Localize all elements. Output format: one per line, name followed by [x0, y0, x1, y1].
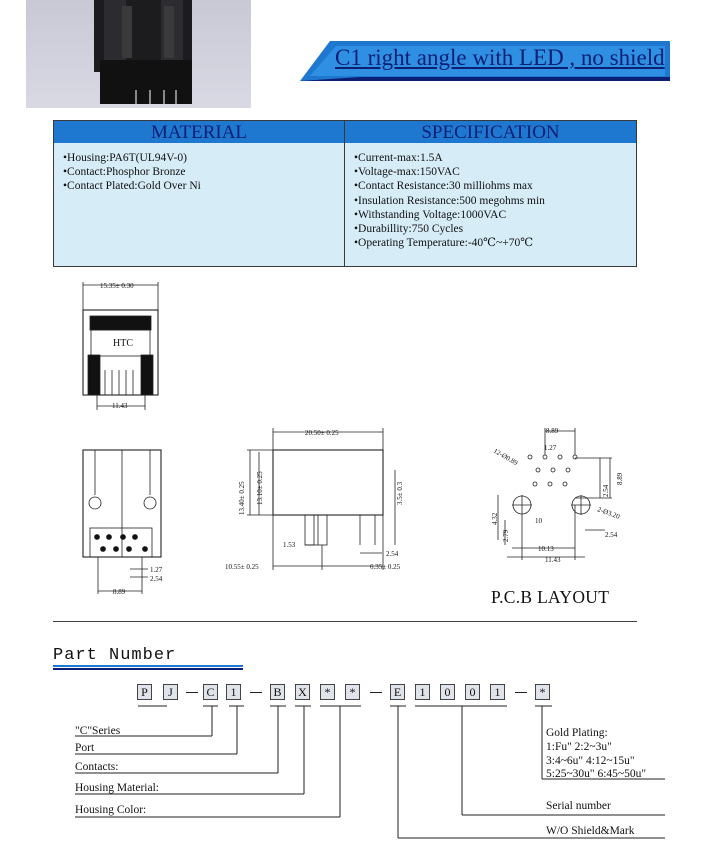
dim-pcb-10: 10	[535, 517, 542, 525]
pn-char-box: 1	[226, 684, 241, 700]
part-number-title: Part Number	[53, 646, 177, 665]
bottom-view	[83, 450, 161, 594]
material-item: • Contact:Phosphor Bronze	[63, 165, 201, 179]
label-serial-number: Serial number	[546, 800, 611, 812]
spec-item: • Insulation Resistance:500 megohms min	[354, 194, 545, 208]
dim-side-width: 20.50± 0.25	[305, 429, 339, 437]
dim-bottom-127: 1.27	[150, 566, 163, 574]
spec-item: • Current-max:1.5A	[354, 151, 545, 165]
dim-pcb-1143: 11.43	[545, 556, 561, 564]
dim-pcb-big: 2-Ø3.20	[596, 505, 621, 521]
pn-char-box: 1	[490, 684, 505, 700]
label-housing-color: Housing Color:	[75, 804, 147, 816]
title-underline	[53, 665, 243, 667]
label-housing-material: Housing Material:	[75, 782, 159, 794]
section-divider	[53, 621, 637, 622]
label-port: Port	[75, 742, 95, 754]
column-divider	[344, 121, 345, 266]
dim-side-pin: 3.5± 0.3	[396, 481, 404, 505]
label-gold-plating-title: Gold Plating:	[546, 727, 608, 739]
label-contacts: Contacts:	[75, 761, 119, 773]
title-underline	[53, 668, 243, 670]
pn-char-box: X	[295, 684, 310, 700]
pn-char-box: 0	[440, 684, 455, 700]
spec-table	[53, 120, 637, 267]
material-list	[63, 151, 201, 194]
spec-item: • Voltage-max:150VAC	[354, 165, 545, 179]
specification-list	[354, 151, 545, 250]
pn-char-box: *	[320, 684, 335, 700]
dim-side-254: 2.54	[386, 550, 399, 558]
specification-header: SPECIFICATION	[345, 121, 636, 143]
pn-char-box: B	[270, 684, 285, 700]
pn-char-box: C	[203, 684, 218, 700]
label-series: "C"Series	[75, 725, 121, 737]
dim-side-h1: 13.40± 0.25	[238, 481, 246, 515]
dim-side-h2: 13.10± 0.25	[256, 471, 264, 505]
pn-char-box: 1	[415, 684, 430, 700]
dim-side-635: 6.35± 0.25	[370, 563, 401, 571]
spec-item: • Durabillity:750 Cycles	[354, 222, 545, 236]
dim-front-width: 15.35± 0.30	[100, 282, 134, 290]
pcb-layout	[498, 428, 612, 560]
page-title: C1 right angle with LED , no shield	[335, 45, 665, 70]
material-item: • Housing:PA6T(UL94V-0)	[63, 151, 201, 165]
dim-side-153: 1.53	[283, 541, 296, 549]
product-photo	[26, 0, 251, 108]
material-item: • Contact Plated:Gold Over Ni	[63, 179, 201, 193]
dim-pcb-279: 2.79	[502, 529, 510, 542]
dim-front-pitch: 11.43	[112, 402, 128, 410]
dim-pcb-889: 8.89	[546, 427, 559, 435]
label-gold-plating-3: 5:25~30u" 6:45~50u"	[546, 768, 647, 780]
pn-char-box: P	[137, 684, 152, 700]
dim-bottom-889: 8.89	[113, 588, 126, 596]
pn-char-box: J	[163, 684, 178, 700]
pn-char-box: *	[345, 684, 360, 700]
label-gold-plating-1: 1:Fu" 2:2~3u"	[546, 741, 612, 753]
pn-dash	[515, 692, 527, 693]
side-view	[247, 428, 395, 570]
label-gold-plating-2: 3:4~6u" 4:12~15u"	[546, 755, 635, 767]
dim-pcb-254v: 2.54	[602, 484, 610, 497]
spec-item: • Operating Temperature:-40℃~+70℃	[354, 236, 545, 250]
dim-pcb-432: 4.32	[491, 512, 499, 525]
label-shield-mark: W/O Shield&Mark	[546, 825, 635, 837]
dim-bottom-254: 2.54	[150, 575, 163, 583]
dim-pcb-127: 1.27	[544, 444, 557, 452]
front-view	[83, 282, 158, 410]
connector-photo-illustration	[26, 0, 251, 108]
dim-pcb-254h: 2.54	[605, 531, 618, 539]
dim-pcb-889v: 8.89	[616, 472, 624, 485]
dim-pcb-holes: 12-Ø0.89	[492, 446, 520, 468]
pn-dash	[186, 692, 198, 693]
material-header: MATERIAL	[54, 121, 344, 143]
spec-item: • Contact Resistance:30 milliohms max	[354, 179, 545, 193]
pn-dash	[250, 692, 262, 693]
pn-char-box: E	[390, 684, 405, 700]
front-logo: HTC	[113, 338, 133, 349]
dim-pcb-1013: 10.13	[538, 545, 554, 553]
pn-char-box: 0	[465, 684, 480, 700]
spec-item: • Withstanding Voltage:1000VAC	[354, 208, 545, 222]
pcb-layout-label: P.C.B LAYOUT	[491, 587, 610, 607]
dim-side-1055: 10.55± 0.25	[225, 563, 259, 571]
pn-char-box: *	[535, 684, 550, 700]
pn-dash	[370, 692, 382, 693]
